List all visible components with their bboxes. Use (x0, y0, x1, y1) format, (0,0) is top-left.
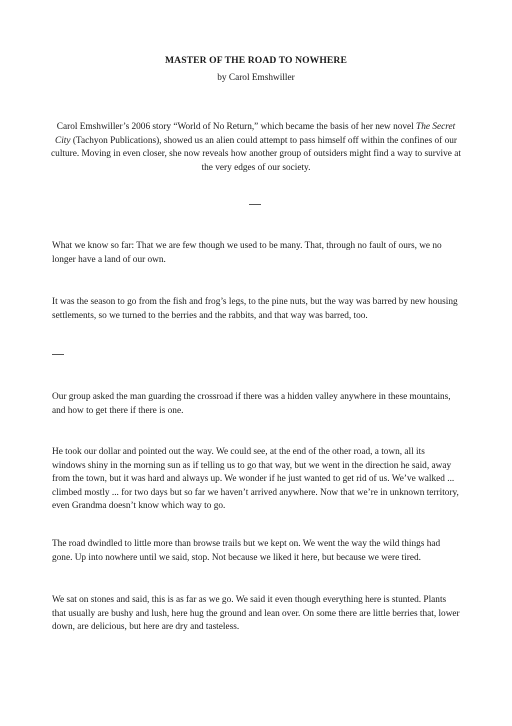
intro-text-1: Carol Emshwiller’s 2006 story “World of No Return,” which became the basis of her new novel (56, 122, 417, 132)
section-divider-left (52, 354, 64, 355)
paragraph-3: Our group asked the man guarding the crossroad if there was a hidden valley anywhere in these mountains, and how to get there if there is one. (52, 392, 451, 416)
paragraph-4: He took our dollar and pointed out the way. We could see, at the end of the other road, a town, all its windows shiny in the morning sun as if telling us to go that way, but we went in the direction he said, away from the town, but it was hard and always up. We wonder if he just wanted to get rid of us. We’ve walked ... climbed mostly ... for two days but so far we haven’t arrived anywhere. Now that we’re in unknown territory, even Grandma doesn’t know which way to go. (52, 447, 459, 512)
section-divider-centered (249, 204, 261, 205)
byline: by Carol Emshwiller (217, 73, 295, 83)
intro-paragraph (50, 121, 462, 175)
book-title: The Secret City (55, 122, 456, 146)
story-title: MASTER OF THE ROAD TO NOWHERE (165, 55, 347, 66)
paragraph-5: The road dwindled to little more than browse trails but we kept on. We went the way the wild things had gone. Up into nowhere until we said, stop. Not because we liked it here, but because we were tired. (52, 539, 441, 563)
paragraph-6: We sat on stones and said, this is as far as we go. We said it even though everything here is stunted. Plants that usually are bushy and lush, here hug the ground and lean over. On some there are little berries that, lower down, are delicious, but here are dry and tasteless. (52, 595, 460, 633)
paragraph-2: It was the season to go from the fish and frog’s legs, to the pine nuts, but the way was barred by new housing settlements, so we turned to the berries and the rabbits, and that way was barred, too. (52, 297, 458, 321)
intro-text-2: (Tachyon Publications), showed us an alien could attempt to pass himself off within the confines of our culture. Moving in even closer, she now reveals how another group of outsiders might find a way to survive at the very edges of our society. (51, 135, 461, 173)
paragraph-1: What we know so far: That we are few though we used to be many. That, through no fault of ours, we no longer have a land of our own. (52, 241, 442, 265)
